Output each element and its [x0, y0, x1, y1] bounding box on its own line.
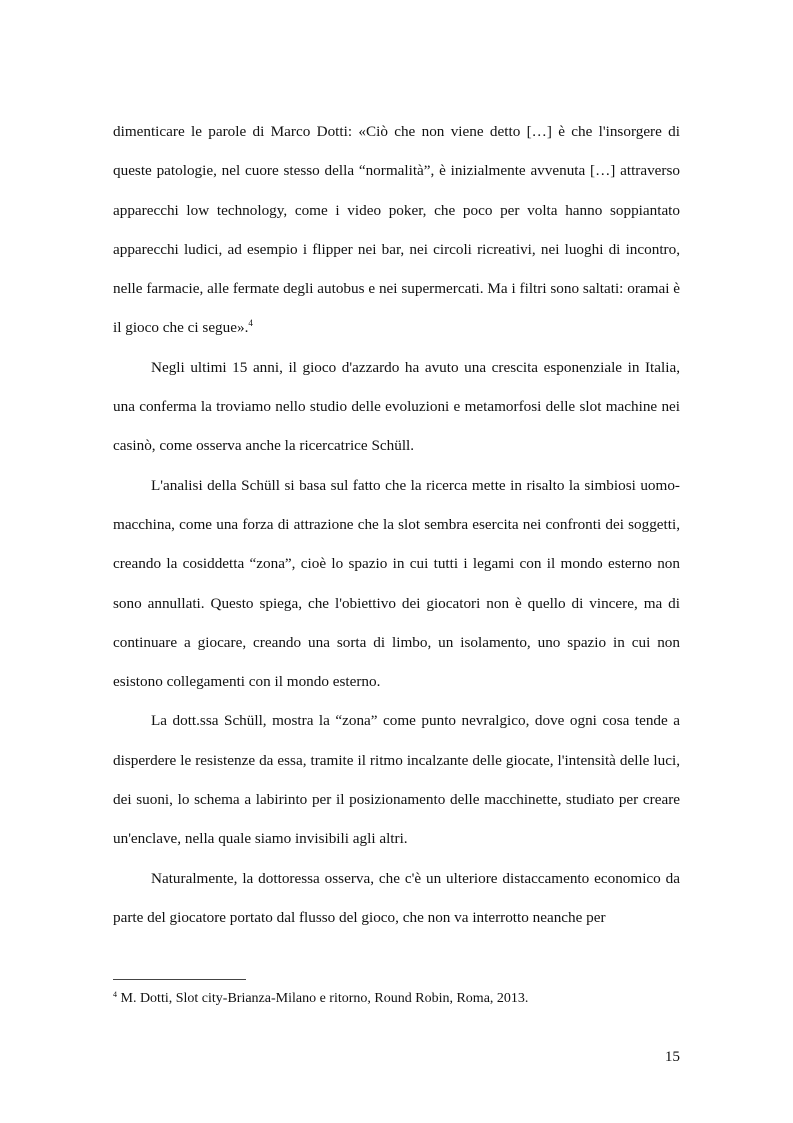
paragraph: La dott.ssa Schüll, mostra la “zona” come punto nevralgico, dove ogni cosa tende a disperdere le resistenze da essa, tramite il ritmo incalzante delle giocate, l'intensità delle luci, dei suoni, lo schema a labirinto per il posizionamento delle macchinette, studiato per creare un'enclave, nella quale siamo invisibili agli altri.: [113, 712, 680, 848]
body-text: [113, 112, 680, 937]
paragraph-continued: [113, 112, 680, 348]
page-number: 15: [664, 1048, 680, 1065]
footnote-reference: 4: [248, 318, 253, 329]
paragraph: L'analisi della Schüll si basa sul fatto che la ricerca mette in risalto la simbiosi uomo-macchina, come una forza di attrazione che la slot sembra esercita nei confronti dei soggetti, creando la cosiddetta “zona”, cioè lo spazio in cui tutti i legami con il mondo esterno non sono annullati. Questo spiega, che l'obiettivo dei giocatori non è quello di vincere, ma di continuare a giocare, creando una sorta di limbo, un isolamento, uno spazio in cui non esistono collegamenti con il mondo esterno.: [113, 476, 680, 691]
paragraph-text: dimenticare le parole di Marco Dotti: «Ciò che non viene detto […] è che l'insorgere di queste patologie, nel cuore stesso della “normalità”, è inizialmente avvenuta […] attraverso apparecchi low technology, come i video poker, che poco per volta hanno soppiantato apparecchi ludici, ad esempio i flipper nei bar, nei circoli ricreativi, nei luoghi di incontro, nelle farmacie, alle fermate degli autobus e nei supermercati. Ma i filtri sono saltati: oramai è il gioco che ci segue».: [113, 123, 680, 337]
footnote-text: M. Dotti, Slot city-Brianza-Milano e ritorno, Round Robin, Roma, 2013.: [117, 991, 529, 1006]
paragraph: Naturalmente, la dottoressa osserva, che c'è un ulteriore distaccamento economico da parte del giocatore portato dal flusso del gioco, che non va interrotto neanche per: [113, 869, 680, 926]
paragraph: Negli ultimi 15 anni, il gioco d'azzardo ha avuto una crescita esponenziale in Italia, una conferma la troviamo nello studio delle evoluzioni e metamorfosi delle slot machine nei casinò, come osserva anche la ricercatrice Schüll.: [113, 358, 680, 455]
footnote: [113, 990, 680, 1008]
footnote-marker: 4: [113, 990, 117, 999]
footnote-separator: [113, 979, 246, 980]
